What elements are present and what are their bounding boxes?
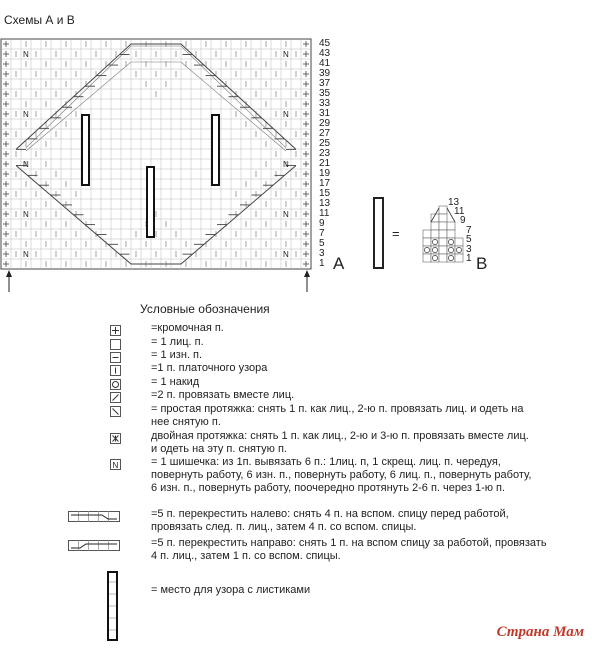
chart-a-row-number: 33 [319,98,331,109]
legend-item-text: = 1 лиц. п. [151,336,204,348]
chart-b-row-numbers [372,196,492,276]
chart-b-row-number: 9 [460,215,466,226]
chart-a-row-number: 11 [319,208,330,219]
chart-a-row-number: 23 [319,148,331,159]
chart-b-label: B [476,254,488,273]
bobble-symbol: N [23,210,29,219]
bobble-symbol: N [23,250,29,259]
chart-b-row-number: 1 [466,253,472,264]
chart-b-row-number: 5 [466,234,472,245]
chart-b-equals: = [392,226,400,241]
ssk-icon [110,404,121,422]
chart-a-row-number: 13 [319,198,331,209]
chart-a [0,38,330,270]
leaf-panel-marker [212,115,219,185]
legend-item-text: двойная протяжка: снять 1 п. как лиц., 2-ю и 3-ю п. провязать вместе лиц. и одеть на эту п. снятую п. [151,430,529,455]
legend-item-text: =кромочная п. [151,322,224,334]
bobble-icon [110,457,121,475]
chart-b-row-number: 3 [466,244,472,255]
chart-a-row-number: 35 [319,88,331,99]
bobble-symbol: N [23,160,29,169]
double-decrease-icon [110,431,121,449]
chart-a-row-numbers [319,38,339,270]
chart-a-row-number: 37 [319,78,331,89]
chart-a-row-number: 3 [319,248,325,259]
chart-a-row-number: 43 [319,48,331,59]
chart-a-row-number: 31 [319,108,331,119]
legend-item-text: = место для узора с листиками [151,584,311,596]
chart-a-row-number: 25 [319,138,331,149]
legend-item-text: =1 п. платочного узора [151,362,268,374]
legend-item-text: = 1 накид [151,376,200,388]
chart-a-row-number: 7 [319,228,325,239]
bobble-symbol: N [23,110,29,119]
chart-a-row-number: 29 [319,118,331,129]
watermark [497,624,584,641]
legend-item-text: = 1 шишечка: из 1п. вывязать 6 п.: 1лиц. п, 1 скрещ. лиц. п. чередуя, повернуть работу, 6 изн. п., повернуть работу, 6 лиц. п., повернуть работу, 6 изн. п., повернуть работу, поочередно протянуть 2-6 п. через 1-ю п. [151,456,532,494]
legend-item-text: =2 п. провязать вместе лиц. [151,389,295,401]
svg-text:N: N [112,461,119,470]
chart-a-row-number: 41 [319,58,331,69]
leaf-panel-marker [82,115,89,185]
legend-title: Условные обозначения [140,302,270,316]
chart-a-row-number: 39 [319,68,331,79]
leaf-panel-icon [106,570,120,647]
chart-b [372,196,492,276]
legend-item-text: = простая протяжка: снять 1 п. как лиц., 2-ю п. провязать лиц. и одеть на нее снятую п. [151,403,524,428]
chart-b-row-number: 13 [448,197,460,208]
arrow-up-icon [6,270,12,292]
chart-b-row-number: 11 [454,206,465,217]
chart-a-row-number: 19 [319,168,331,179]
watermark-part1: Страна [496,624,550,640]
chart-a-row-number: 15 [319,188,331,199]
chart-a-row-number: 1 [319,258,325,269]
bobble-symbol: N [23,50,29,59]
chart-b-row-number: 7 [466,225,472,236]
bobble-symbol: N [283,50,289,59]
arrow-up-icon [304,270,310,292]
legend-item-text: =5 п. перекрестить направо: снять 1 п. на вспом спицу за работой, провязать 4 п. лиц., затем 1 п. со вспом. спицы. [151,537,547,562]
watermark-part2: Мам [549,624,584,640]
chart-a-row-number: 9 [319,218,325,229]
chart-a-row-number: 27 [319,128,331,139]
arrow-markers [0,268,320,298]
cable-right-icon [68,538,120,556]
legend-item-text: =5 п. перекрестить налево: снять 4 п. на вспом. спицу перед работой, провязать след. п. лиц., затем 4 п. со вспом. спицы. [151,508,509,533]
bobble-symbol: N [283,110,289,119]
chart-a-row-number: 21 [319,158,331,169]
bobble-symbol: N [283,250,289,259]
chart-a-grid [0,38,318,270]
page-title: Схемы А и В [4,13,75,27]
bobble-symbol: N [283,160,289,169]
cable-left-icon [68,509,120,527]
bobble-symbol: N [283,210,289,219]
chart-a-label: A [333,254,345,273]
leaf-panel-marker [147,167,154,237]
legend-item-text: = 1 изн. п. [151,349,203,361]
chart-a-row-number: 5 [319,238,325,249]
chart-a-row-number: 17 [319,178,331,189]
chart-a-row-number: 45 [319,38,331,49]
